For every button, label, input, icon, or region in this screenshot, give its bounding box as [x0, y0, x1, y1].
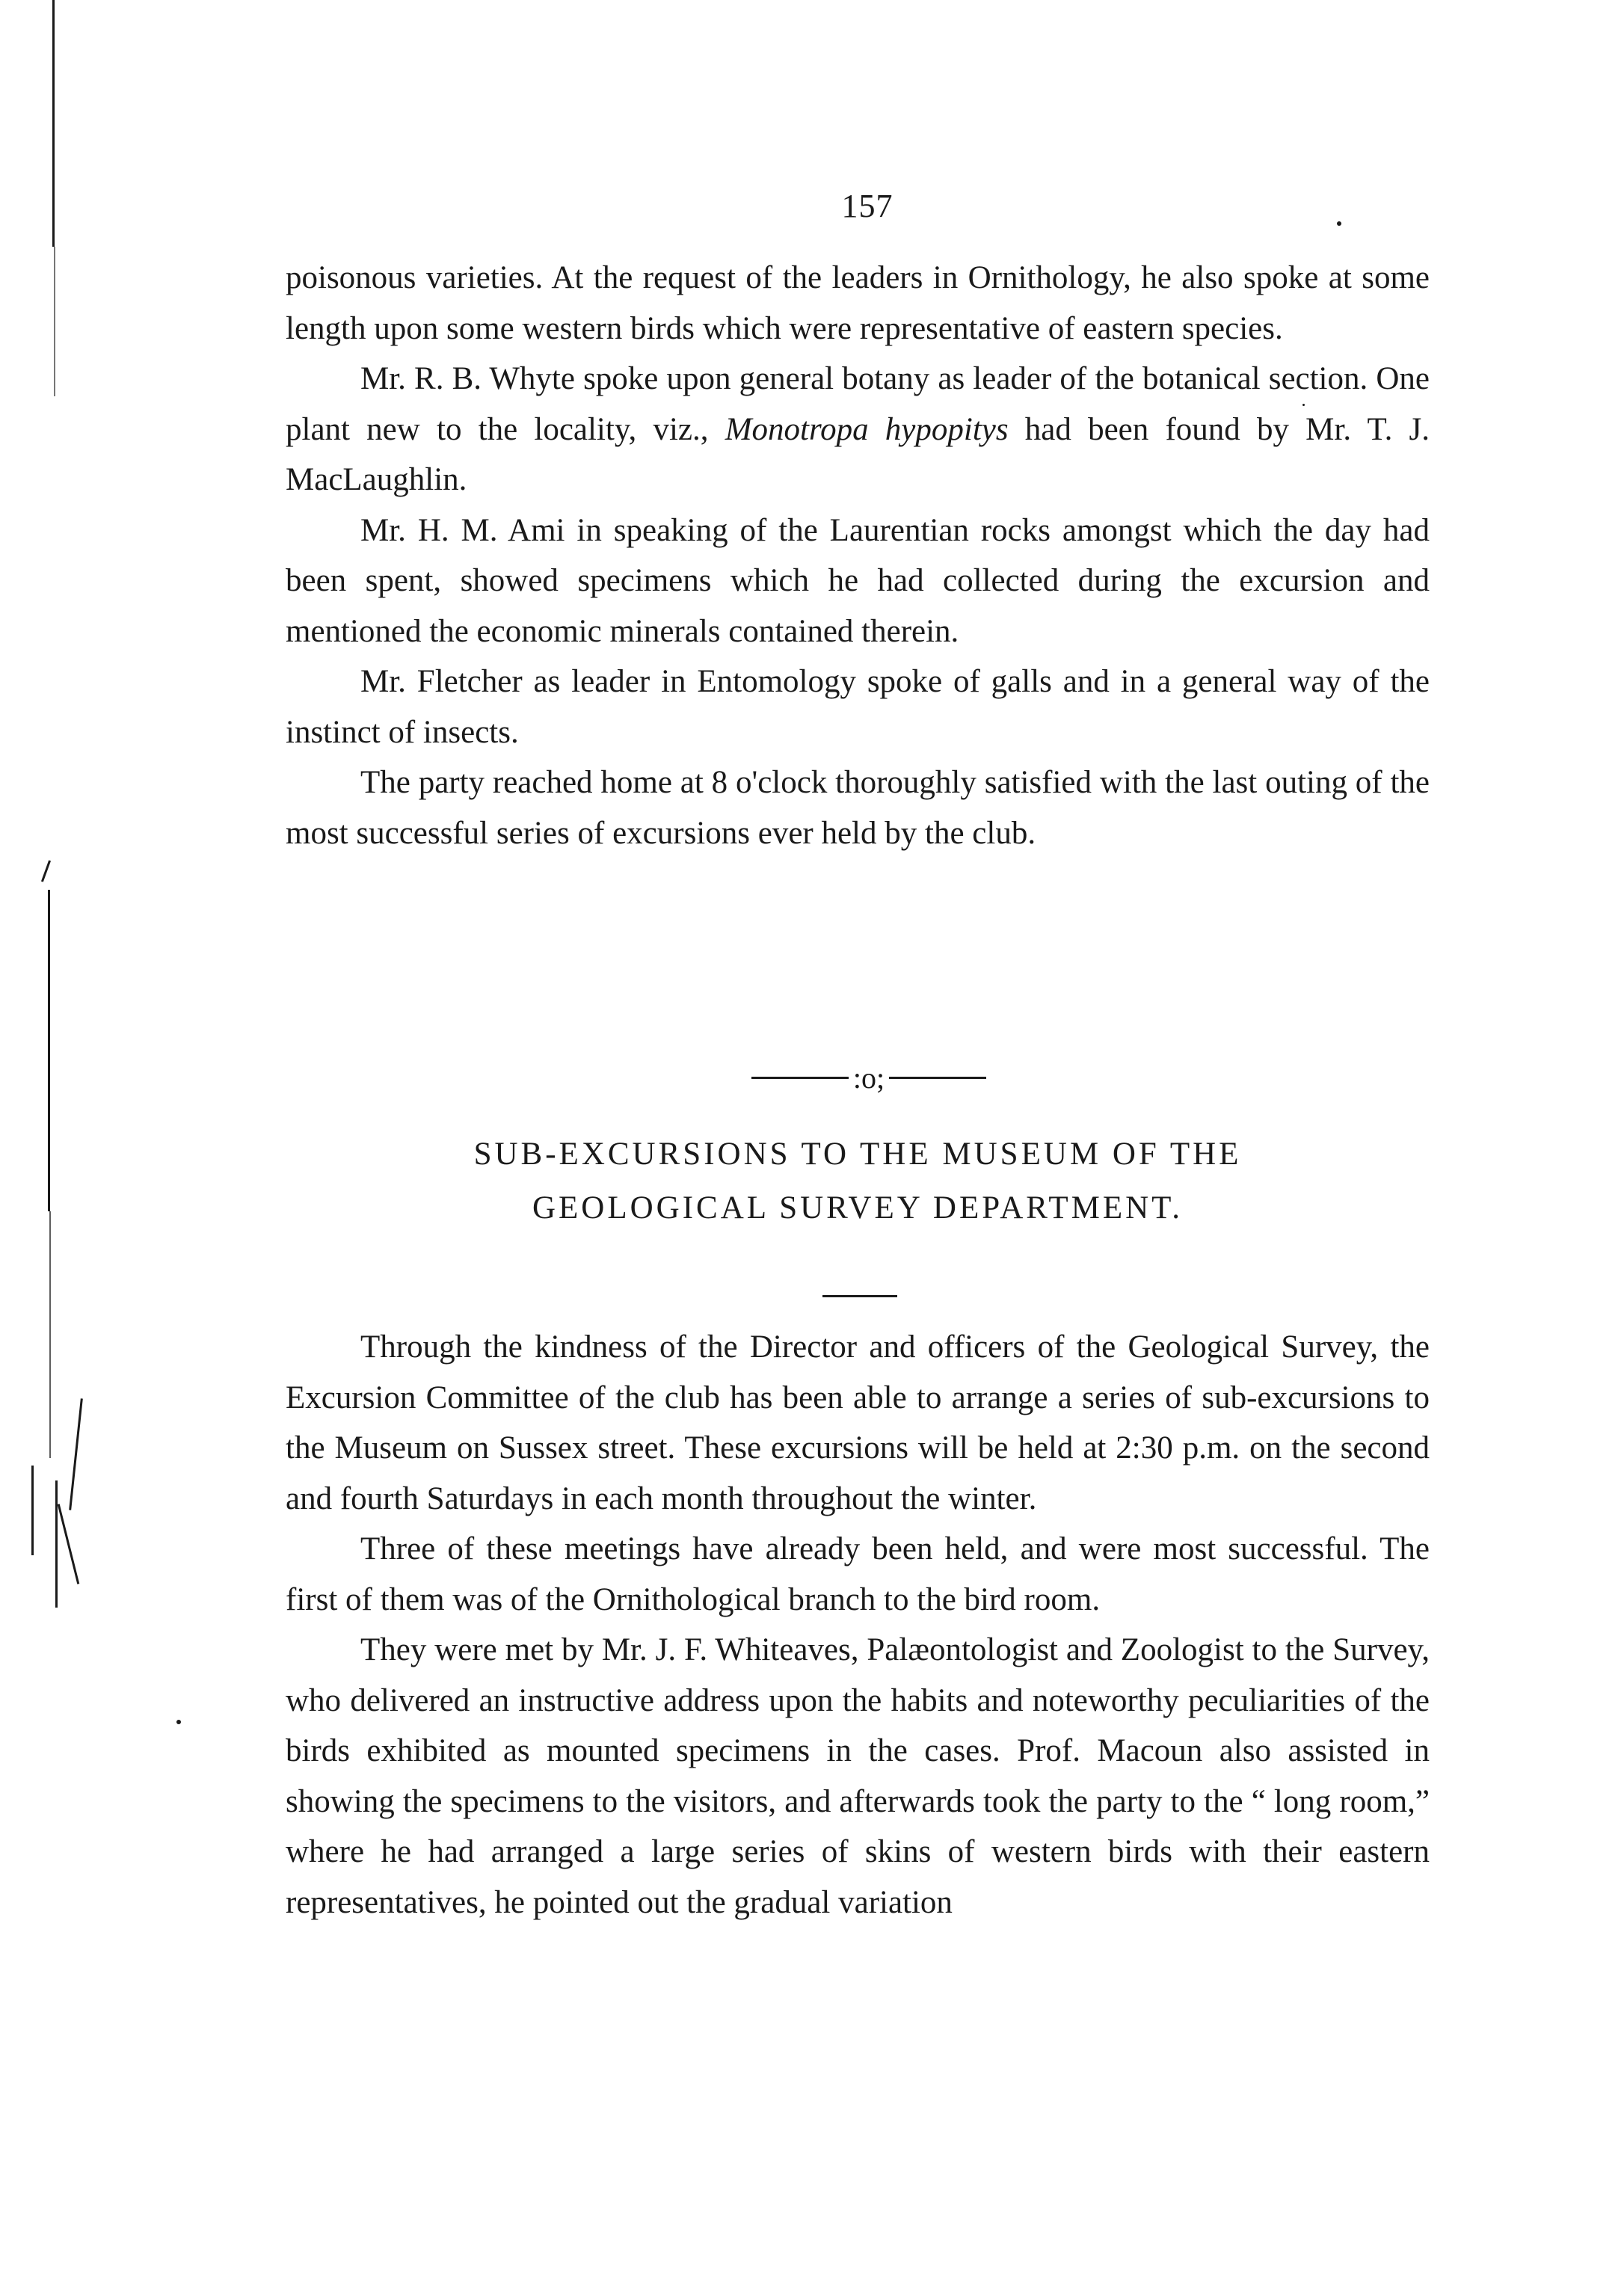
- scan-edge-line: [31, 1466, 34, 1555]
- paragraph: Three of these meetings have already been held, and were most successful. The first of them was of the Ornithological branch to the bird room.: [286, 1531, 1430, 1617]
- paragraph: poisonous varieties. At the request of the leaders in Ornithology, he also spoke at some length upon some western birds which were representative of eastern species.: [286, 260, 1430, 346]
- paragraph: Through the kindness of the Director and officers of the Geological Survey, the Excursion Committee of the club has been able to arrange a series of sub-excursions to the Museum on Sussex street. These excursions will be held at 2:30 p.m. on the second and fourth Saturdays in each month throughout the winter.: [286, 1329, 1430, 1516]
- scan-edge-line: [52, 0, 55, 247]
- text-run: had been found by Mr. T. J. MacLaughlin.: [286, 411, 1430, 497]
- paragraph: Mr. Fletcher as leader in Entomology spoke of galls and in a general way of the instinct of insects.: [286, 664, 1430, 750]
- scan-edge-line: [41, 860, 51, 882]
- species-name: Monotropa hypopitys: [725, 411, 1009, 447]
- divider-mark: :o;: [852, 1061, 885, 1095]
- divider-rule-left: [751, 1077, 849, 1079]
- section-heading: [286, 1128, 1430, 1235]
- section-divider: [734, 1060, 1003, 1095]
- top-text-block: [286, 253, 1430, 858]
- scan-speck: [1337, 221, 1341, 226]
- scan-edge-line: [49, 1211, 51, 1458]
- section-heading-line: GEOLOGICAL SURVEY DEPARTMENT.: [532, 1190, 1184, 1226]
- section-text-block: [286, 1322, 1430, 1928]
- divider-rule-right: [889, 1077, 986, 1079]
- scan-speck: [176, 1720, 181, 1724]
- scan-edge-line: [69, 1398, 83, 1510]
- text-run: Mr. R. B. Whyte spoke upon general botany as leader of the botanical section. One plant new to the locality, viz.,: [286, 361, 1430, 447]
- paragraph: They were met by Mr. J. F. Whiteaves, Palæontologist and Zoologist to the Survey, who delivered an instructive address upon the habits and noteworthy peculiarities of the birds exhibited as mounted specimens in the cases. Prof. Macoun also assisted in showing the specimens to the visitors, and afterwards took the party to the “ long room,” where he had arranged a large series of skins of western birds with their eastern representatives, he pointed out the gradual variation: [286, 1632, 1430, 1920]
- scan-edge-line: [48, 890, 50, 1211]
- section-heading-line: SUB-EXCURSIONS TO THE MUSEUM OF THE: [473, 1137, 1242, 1172]
- heading-rule: [822, 1295, 897, 1297]
- paragraph: [286, 354, 1430, 505]
- paragraph: Mr. H. M. Ami in speaking of the Laurentian rocks amongst which the day had been spent, showed specimens which he had collected during the excursion and mentioned the economic minerals contained therein.: [286, 512, 1430, 649]
- scan-edge-line: [58, 1504, 80, 1584]
- paragraph: The party reached home at 8 o'clock thoroughly satisfied with the last outing of the most successful series of excursions ever held by the club.: [286, 765, 1430, 851]
- scan-edge-line: [54, 247, 55, 396]
- page-number: 157: [841, 188, 893, 224]
- scan-edge-line: [55, 1480, 58, 1608]
